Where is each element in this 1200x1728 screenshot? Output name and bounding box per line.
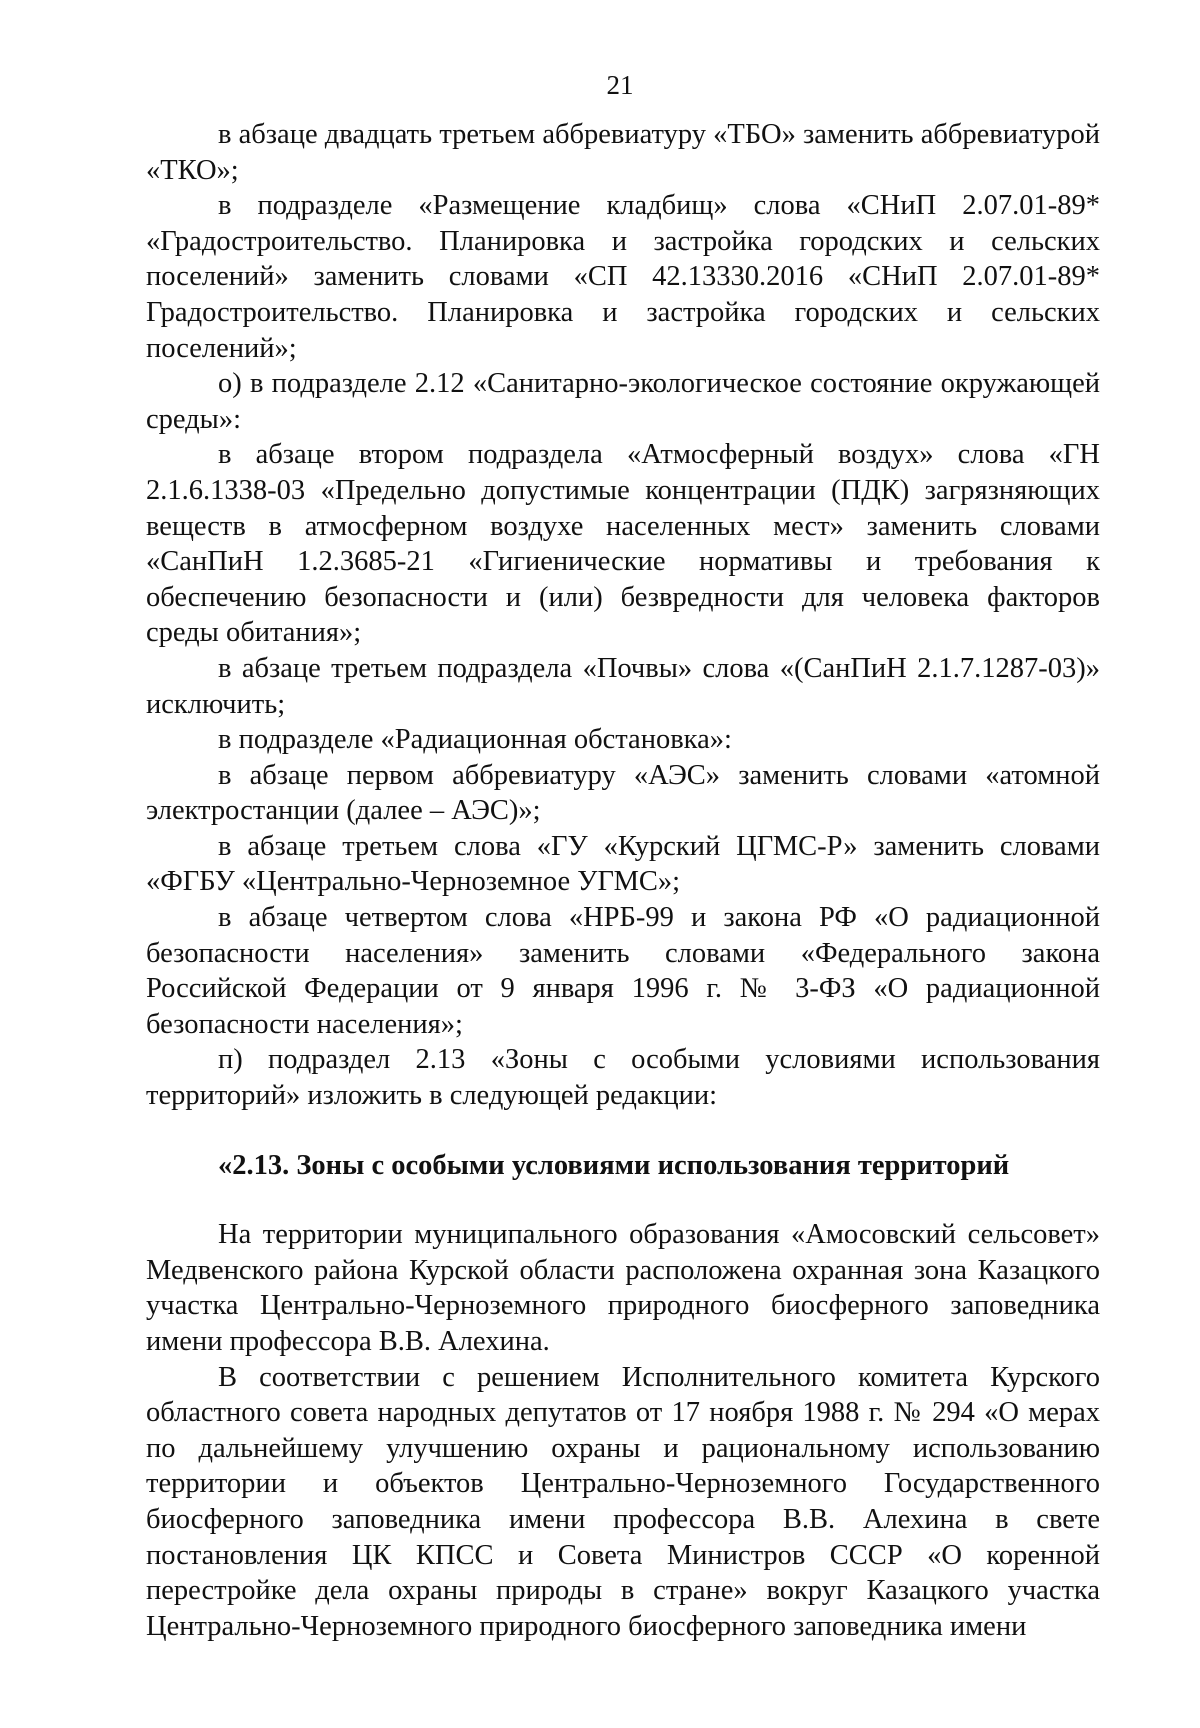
paragraph: На территории муниципального образования «Амосовский сельсовет» Медвенского района Курской области расположена охранная зона Казацкого участка Центрально-Черноземного природного биосферного заповедника имени профессора В.В. Алехина. [146, 1219, 1100, 1357]
paragraph: в подразделе «Радиационная обстановка»: [218, 724, 732, 756]
paragraph: в абзаце первом аббревиатуру «АЭС» заменить словами «атомной электростанции (далее – АЭС)»; [146, 759, 1100, 827]
paragraph: о) в подразделе 2.12 «Санитарно-экологическое состояние окружающей среды»: [146, 368, 1100, 435]
paragraph: в подразделе «Размещение кладбищ» слова «СНиП 2.07.01-89* «Градостроительство. Планировка и застройка городских и сельских поселений» заменить словами «СП 42.13330.2016 «СНиП 2.07.01-89* Градостроительство. Планировка и застройка городских и сельских поселений»; [146, 190, 1100, 364]
paragraph: п) подраздел 2.13 «Зоны с особыми условиями использования территорий» изложить в следующей редакции: [146, 1044, 1100, 1112]
document-body [146, 117, 1100, 1644]
paragraph: в абзаце третьем подраздела «Почвы» слова «(СанПиН 2.1.7.1287-03)» исключить; [146, 652, 1100, 720]
paragraph: в абзаце двадцать третьем аббревиатуру «ТБО» заменить аббревиатурой «ТКО»; [146, 119, 1100, 186]
paragraph: В соответствии с решением Исполнительного комитета Курского областного совета народных депутатов от 17 ноября 1988 г. № 294 «О мерах по дальнейшему улучшению охраны и рациональному использованию территории и объектов Центрально-Черноземного Государственного биосферного заповедника имени профессора В.В. Алехина в свете постановления ЦК КПСС и Совета Министров СССР «О коренной перестройке дела охраны природы в стране» вокруг Казацкого участка Центрально-Черноземного природного биосферного заповедника имени [146, 1361, 1100, 1642]
paragraph: в абзаце втором подраздела «Атмосферный воздух» слова «ГН 2.1.6.1338-03 «Предельно допустимые концентрации (ПДК) загрязняющих веществ в атмосферном воздухе населенных мест» заменить словами «СанПиН 1.2.3685-21 «Гигиенические нормативы и требования к обеспечению безопасности и (или) безвредности для человека факторов среды обитания»; [146, 439, 1100, 649]
section-heading: «2.13. Зоны с особыми условиями использования территорий [218, 1149, 1010, 1181]
paragraph: в абзаце третьем слова «ГУ «Курский ЦГМС-Р» заменить словами «ФГБУ «Центрально-Черноземное УГМС»; [146, 830, 1100, 898]
paragraph: в абзаце четвертом слова «НРБ-99 и закона РФ «О радиационной безопасности населения» заменить словами «Федерального закона Российской Федерации от 9 января 1996 г. № 3-ФЗ «О радиационной безопасности населения»; [146, 902, 1100, 1040]
page-number: 21 [606, 70, 634, 100]
